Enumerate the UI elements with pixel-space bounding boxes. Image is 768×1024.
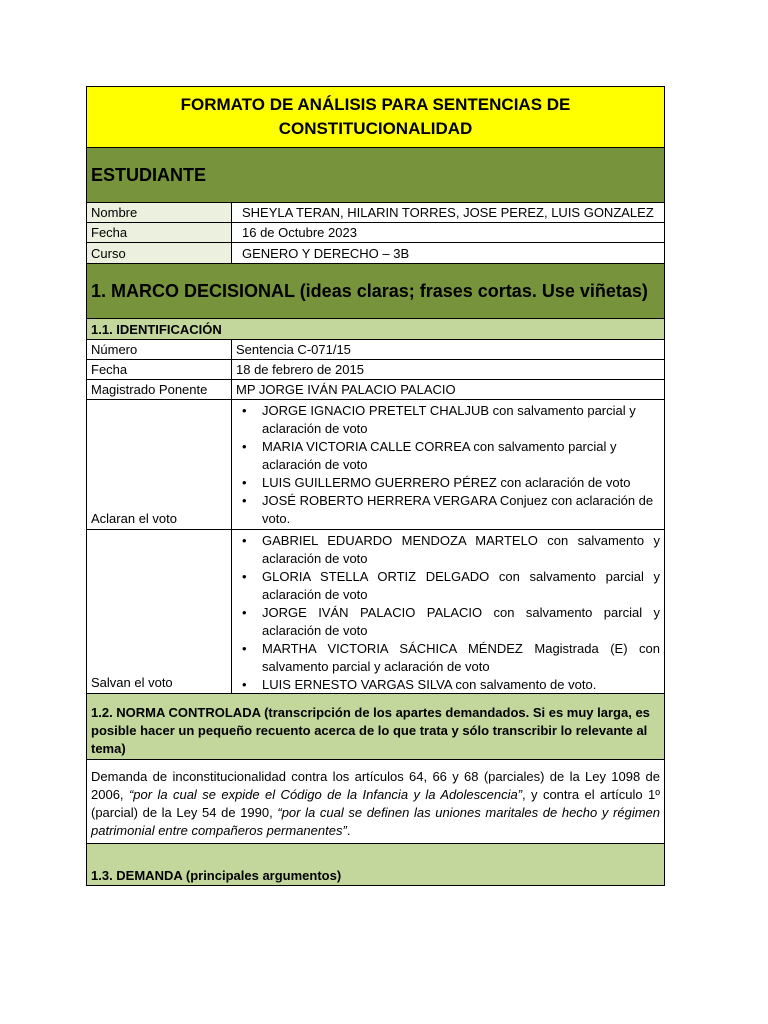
row-fecha-estudiante	[87, 223, 664, 243]
demanda-heading-text: 1.3. DEMANDA (principales argumentos)	[91, 868, 342, 883]
aclaran-item: • LUIS GUILLERMO GUERRERO PÉREZ con aclaración de voto	[236, 474, 660, 492]
estudiante-heading	[87, 148, 664, 203]
aclaran-item: • MARIA VICTORIA CALLE CORREA con salvamento parcial y aclaración de voto	[236, 438, 660, 474]
norma-quote-2: “por la cual se definen las uniones maritales de hecho y régimen patrimonial entre compañeros permanentes”	[91, 805, 660, 838]
aclaran-item: • JOSÉ ROBERTO HERRERA VERGARA Conjuez con aclaración de voto.	[236, 492, 660, 528]
norma-text-3: .	[346, 823, 351, 838]
row-curso	[87, 243, 664, 264]
curso-value: GENERO Y DERECHO – 3B	[242, 245, 410, 261]
nombre-value: SHEYLA TERAN, HILARIN TORRES, JOSE PEREZ, LUIS GONZALEZ	[242, 205, 654, 220]
norma-controlada-heading-text: 1.2. NORMA CONTROLADA (transcripción de los apartes demandados. Si es muy larga, es posible hacer un pequeño recuento acerca de lo que trata y sólo transcribir lo relevante al tema)	[91, 705, 650, 756]
identificacion-heading-text: 1.1. IDENTIFICACIÓN	[91, 321, 222, 337]
norma-controlada-heading	[87, 694, 664, 760]
fecha-sentencia-value: 18 de febrero de 2015	[236, 362, 364, 377]
demanda-heading	[87, 844, 664, 886]
row-nombre	[87, 203, 664, 223]
norma-controlada-body	[87, 760, 664, 844]
fecha-label: Fecha	[87, 223, 232, 242]
salvan-list-cell	[232, 530, 664, 693]
salvan-list	[236, 532, 660, 694]
fecha-sentencia-label: Fecha	[87, 360, 232, 379]
estudiante-heading-text: ESTUDIANTE	[91, 164, 207, 185]
norma-text-1: Demanda de inconstitucionalidad contra los artículos 64, 66 y 68 (parciales) de la Ley 1098 de 2006,	[91, 769, 660, 802]
norma-quote-1: “por la cual se expide el Código de la Infancia y la Adolescencia”	[128, 787, 523, 802]
marco-decisional-heading-text: 1. MARCO DECISIONAL (ideas claras; frases cortas. Use viñetas)	[91, 280, 648, 301]
aclaran-label: Aclaran el voto	[87, 400, 232, 529]
aclaran-list-cell	[232, 400, 664, 529]
analysis-form	[86, 86, 665, 886]
magistrado-label: Magistrado Ponente	[87, 380, 232, 399]
row-fecha-sentencia	[87, 360, 664, 380]
aclaran-item: • JORGE IGNACIO PRETELT CHALJUB con salvamento parcial y aclaración de voto	[236, 402, 660, 438]
salvan-item: • GLORIA STELLA ORTIZ DELGADO con salvamento parcial y aclaración de voto	[236, 568, 660, 604]
marco-decisional-heading	[87, 264, 664, 319]
row-aclaran	[87, 400, 664, 530]
form-title-line1: FORMATO DE ANÁLISIS PARA SENTENCIAS DE	[180, 95, 571, 114]
norma-text-2: , y contra el artículo 1º (parcial) de la Ley 54 de 1990,	[91, 787, 660, 820]
curso-label: Curso	[87, 243, 232, 263]
numero-value: Sentencia C-071/15	[236, 342, 351, 357]
row-magistrado	[87, 380, 664, 400]
salvan-item: • LUIS ERNESTO VARGAS SILVA con salvamento de voto.	[236, 676, 660, 694]
salvan-item: • JORGE IVÁN PALACIO PALACIO con salvamento parcial y aclaración de voto	[236, 604, 660, 640]
row-salvan	[87, 530, 664, 694]
fecha-value: 16 de Octubre 2023	[242, 225, 357, 240]
salvan-item: • GABRIEL EDUARDO MENDOZA MARTELO con salvamento y aclaración de voto	[236, 532, 660, 568]
row-numero	[87, 340, 664, 360]
salvan-label: Salvan el voto	[87, 530, 232, 693]
form-title-line2: CONSTITUCIONALIDAD	[278, 119, 473, 138]
nombre-label: Nombre	[87, 203, 232, 222]
numero-label: Número	[87, 340, 232, 359]
identificacion-heading	[87, 319, 664, 340]
salvan-item: • MARTHA VICTORIA SÁCHICA MÉNDEZ Magistrada (E) con salvamento parcial y aclaración de voto	[236, 640, 660, 676]
norma-controlada-text	[87, 760, 664, 843]
magistrado-value: MP JORGE IVÁN PALACIO PALACIO	[236, 382, 456, 397]
aclaran-list	[236, 402, 660, 528]
form-title	[87, 87, 664, 148]
